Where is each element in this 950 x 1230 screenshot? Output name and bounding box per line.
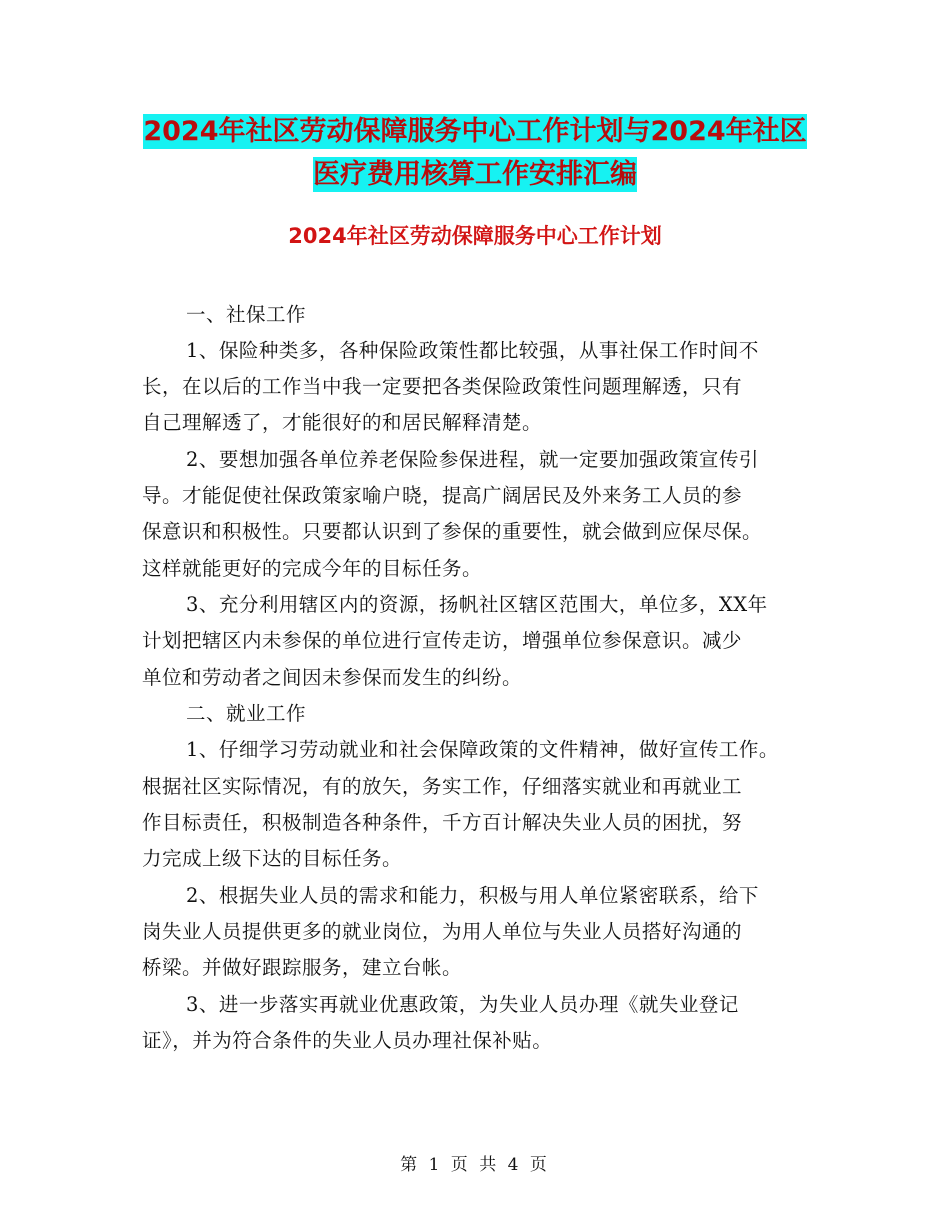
heading-social-security: 一、社保工作 (186, 303, 307, 326)
title-highlight: 医疗费用核算工作安排汇编 (313, 159, 637, 190)
paragraph-line: 1、保险种类多，各种保险政策性都比较强，从事社保工作时间不 (186, 339, 759, 362)
paragraph-line: 2、要想加强各单位养老保险参保进程，就一定要加强政策宣传引 (186, 448, 759, 471)
paragraph-line: 根据社区实际情况，有的放矢，务实工作，仔细落实就业和再就业工 (142, 775, 743, 798)
paragraph-line: 保意识和积极性。只要都认识到了参保的重要性，就会做到应保尽保。 (142, 520, 763, 543)
paragraph-line: 1、仔细学习劳动就业和社会保障政策的文件精神，做好宣传工作。 (186, 738, 779, 761)
paragraph-line: 力完成上级下达的目标任务。 (142, 847, 403, 870)
paragraph-line: 岗失业人员提供更多的就业岗位，为用人单位与失业人员搭好沟通的 (142, 920, 743, 943)
paragraph-line: 计划把辖区内未参保的单位进行宣传走访，增强单位参保意识。减少 (142, 629, 743, 652)
paragraph-line: 3、充分利用辖区内的资源，扬帆社区辖区范围大，单位多，XX年 (186, 593, 768, 616)
paragraph-line: 2、根据失业人员的需求和能力，积极与用人单位紧密联系，给下 (186, 884, 759, 907)
document-title-line-2 (0, 157, 950, 193)
paragraph-line: 3、进一步落实再就业优惠政策，为失业人员办理《就失业登记 (186, 993, 739, 1016)
paragraph-line: 证》，并为符合条件的失业人员办理社保补贴。 (142, 1029, 553, 1052)
heading-employment: 二、就业工作 (186, 702, 307, 725)
section-title: 2024年社区劳动保障服务中心工作计划 (288, 224, 662, 248)
paragraph-line: 自己理解透了，才能很好的和居民解释清楚。 (142, 411, 543, 434)
paragraph-line: 这样就能更好的完成今年的目标任务。 (142, 557, 483, 580)
paragraph-line: 作目标责任，积极制造各种条件，千方百计解决失业人员的困扰，努 (142, 811, 743, 834)
page-footer: 第 1 页 共 4 页 (400, 1155, 550, 1175)
paragraph-line: 长，在以后的工作当中我一定要把各类保险政策性问题理解透，只有 (142, 375, 743, 398)
paragraph-line: 导。才能促使社保政策家喻户晓，提高广阔居民及外来务工人员的参 (142, 484, 743, 507)
title-highlight: 2024年社区劳动保障服务中心工作计划与2024年社区 (143, 116, 807, 147)
document-title-line-1 (0, 114, 950, 150)
paragraph-line: 单位和劳动者之间因未参保而发生的纠纷。 (142, 666, 523, 689)
paragraph-line: 桥梁。并做好跟踪服务，建立台帐。 (142, 956, 463, 979)
